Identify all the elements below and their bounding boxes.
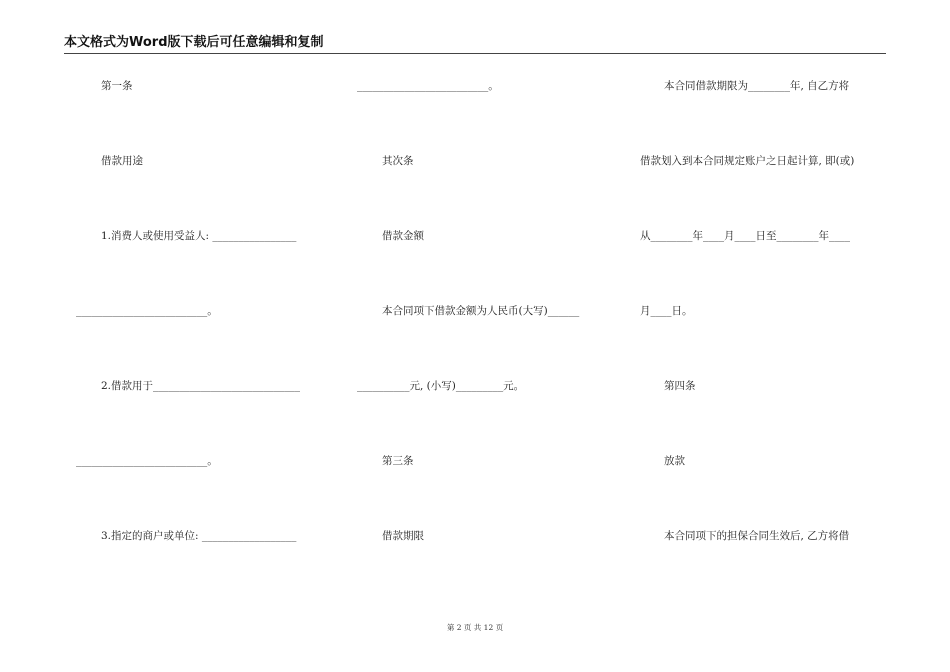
- middle-line-3: 借款金额: [382, 230, 424, 242]
- middle-line-2: 其次条: [382, 155, 414, 167]
- left-line-1: 第一条: [101, 80, 133, 92]
- right-line-1: 本合同借款期限为________年, 自乙方将: [664, 80, 850, 92]
- middle-line-5: __________元, (小写)_________元。: [357, 380, 525, 392]
- right-line-6: 放款: [664, 455, 685, 467]
- middle-line-4: 本合同项下借款金额为人民币(大写)______: [382, 305, 580, 317]
- middle-line-6: 第三条: [382, 455, 414, 467]
- left-line-3: 1.消费人或使用受益人: ________________: [101, 230, 297, 242]
- right-line-7: 本合同项下的担保合同生效后, 乙方将借: [664, 530, 850, 542]
- page-header: [64, 35, 886, 54]
- left-line-6: _________________________。: [76, 455, 218, 467]
- left-line-4: _________________________。: [76, 305, 218, 317]
- right-line-3: 从________年____月____日至________年____: [640, 230, 850, 242]
- right-line-4: 月____日。: [640, 305, 693, 317]
- left-line-7: 3.指定的商户或单位: __________________: [101, 530, 297, 542]
- right-line-2: 借款划入到本合同规定账户之日起计算, 即(或): [640, 155, 855, 167]
- header-title: 本文格式为Word版下载后可任意编辑和复制: [64, 35, 324, 50]
- left-line-5: 2.借款用于____________________________: [101, 380, 301, 392]
- left-line-2: 借款用途: [101, 155, 143, 167]
- right-line-5: 第四条: [664, 380, 696, 392]
- middle-line-1: _________________________。: [357, 80, 499, 92]
- page-footer: 第 2 页 共 12 页: [446, 623, 504, 632]
- middle-line-7: 借款期限: [382, 530, 424, 542]
